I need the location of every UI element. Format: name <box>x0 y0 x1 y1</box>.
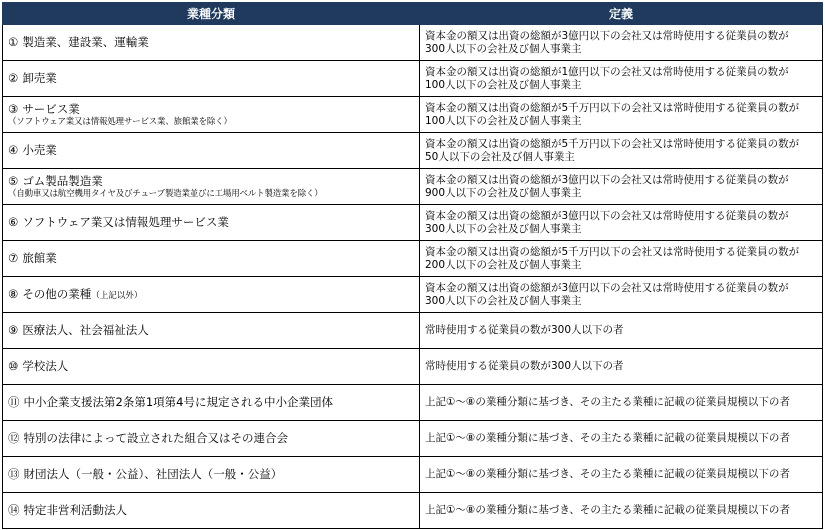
category-cell <box>3 97 420 133</box>
definition-line: 100人以下の会社及び個人事業主 <box>425 78 582 91</box>
category-cell <box>3 313 420 349</box>
category-cell <box>3 493 420 529</box>
row-number: ⑥ <box>8 215 19 229</box>
category-line <box>8 143 57 157</box>
category-line <box>8 174 103 188</box>
category-label: その他の業種 <box>22 286 92 301</box>
category-label: 学校法人 <box>22 359 69 373</box>
category-label: 小売業 <box>22 143 57 157</box>
definition-cell <box>420 205 823 241</box>
row-number: ⑪ <box>8 395 20 409</box>
category-label: ソフトウェア業又は情報処理サービス業 <box>22 215 229 229</box>
category-line <box>8 102 80 116</box>
definition-line: 常時使用する従業員の数が300人以下の者 <box>425 324 624 336</box>
definition-line: 上記①～⑧の業種分類に基づき、その主たる業種に記載の従業員規模以下の者 <box>425 432 790 444</box>
table-row <box>3 133 823 169</box>
row-number: ⑨ <box>8 323 19 337</box>
category-label: 卸売業 <box>22 71 57 85</box>
category-line <box>8 431 288 445</box>
header-category: 業種分類 <box>3 3 420 25</box>
category-label: 財団法人（一般・公益）、社団法人（一般・公益） <box>23 467 283 481</box>
row-number: ④ <box>8 143 19 157</box>
sme-definition-table-wrap <box>2 2 822 529</box>
category-cell <box>3 421 420 457</box>
table-row <box>3 97 823 133</box>
table-row <box>3 61 823 97</box>
category-line <box>8 467 282 481</box>
definition-line: 資本金の額又は出資の総額が3億円以下の会社又は常時使用する従業員の数が <box>425 209 789 222</box>
definition-cell <box>420 313 823 349</box>
category-cell <box>3 133 420 169</box>
table-header-row <box>3 3 823 25</box>
table-row <box>3 349 823 385</box>
definition-cell <box>420 493 823 529</box>
header-definition: 定義 <box>420 3 823 25</box>
definition-line: 300人以下の会社及び個人事業主 <box>425 294 582 307</box>
row-number: ① <box>8 35 19 49</box>
category-label: 製造業、建設業、運輸業 <box>22 35 149 49</box>
definition-line: 資本金の額又は出資の総額が5千万円以下の会社又は常時使用する従業員の数が <box>425 101 800 114</box>
definition-line: 資本金の額又は出資の総額が3億円以下の会社又は常時使用する従業員の数が <box>425 281 789 294</box>
category-cell <box>3 241 420 277</box>
category-note-inline: （上記以外） <box>91 290 143 301</box>
row-number: ⑭ <box>8 503 20 517</box>
table-row <box>3 25 823 61</box>
row-number: ⑬ <box>8 467 20 481</box>
definition-line: 資本金の額又は出資の総額が5千万円以下の会社又は常時使用する従業員の数が <box>425 245 800 258</box>
table-row <box>3 421 823 457</box>
table-row <box>3 169 823 205</box>
table-body <box>3 25 823 529</box>
row-number: ⑩ <box>8 359 19 373</box>
definition-cell <box>420 133 823 169</box>
category-note: （自動車又は航空機用タイヤ及びチューブ製造業並びに工場用ベルト製造業を除く） <box>8 188 323 199</box>
definition-line: 900人以下の会社及び個人事業主 <box>425 186 582 199</box>
category-line <box>8 251 57 265</box>
definition-line: 常時使用する従業員の数が300人以下の者 <box>425 360 624 372</box>
definition-cell <box>420 457 823 493</box>
category-line <box>8 35 149 49</box>
definition-line: 資本金の額又は出資の総額が5千万円以下の会社又は常時使用する従業員の数が <box>425 137 800 150</box>
definition-line: 資本金の額又は出資の総額が1億円以下の会社又は常時使用する従業員の数が <box>425 65 789 78</box>
category-label: 特定非営利活動法人 <box>23 503 127 517</box>
table-row <box>3 241 823 277</box>
row-number: ⑦ <box>8 251 19 265</box>
category-line <box>8 395 333 409</box>
category-line <box>8 503 127 517</box>
category-line <box>8 287 142 301</box>
definition-cell <box>420 61 823 97</box>
definition-cell <box>420 277 823 313</box>
definition-cell <box>420 349 823 385</box>
table-row <box>3 277 823 313</box>
category-label: サービス業 <box>22 101 80 116</box>
category-line <box>8 215 229 229</box>
table-row <box>3 457 823 493</box>
category-cell <box>3 277 420 313</box>
definition-line: 上記①～⑧の業種分類に基づき、その主たる業種に記載の従業員規模以下の者 <box>425 468 790 480</box>
category-line <box>8 359 68 373</box>
table-row <box>3 205 823 241</box>
definition-line: 上記①～⑧の業種分類に基づき、その主たる業種に記載の従業員規模以下の者 <box>425 504 790 516</box>
category-cell <box>3 385 420 421</box>
definition-cell <box>420 97 823 133</box>
definition-line: 100人以下の会社及び個人事業主 <box>425 114 582 127</box>
category-note: （ソフトウェア業又は情報処理サービス業、旅館業を除く） <box>8 116 232 127</box>
definition-cell <box>420 421 823 457</box>
category-label: ゴム製品製造業 <box>22 173 103 188</box>
category-cell <box>3 61 420 97</box>
category-label: 中小企業支援法第2条第1項第4号に規定される中小企業団体 <box>23 395 333 409</box>
definition-line: 資本金の額又は出資の総額が3億円以下の会社又は常時使用する従業員の数が <box>425 29 789 42</box>
definition-cell <box>420 241 823 277</box>
category-label: 特別の法律によって設立された組合又はその連合会 <box>23 431 288 445</box>
category-line <box>8 323 149 337</box>
category-label: 旅館業 <box>22 251 57 265</box>
category-cell <box>3 25 420 61</box>
definition-line: 200人以下の会社及び個人事業主 <box>425 258 582 271</box>
category-label: 医療法人、社会福祉法人 <box>22 323 149 337</box>
category-line <box>8 71 57 85</box>
row-number: ③ <box>8 101 19 116</box>
row-number: ⑤ <box>8 173 19 188</box>
definition-line: 300人以下の会社及び個人事業主 <box>425 222 582 235</box>
row-number: ② <box>8 71 19 85</box>
definition-line: 上記①～⑧の業種分類に基づき、その主たる業種に記載の従業員規模以下の者 <box>425 396 790 408</box>
definition-cell <box>420 25 823 61</box>
table-row <box>3 385 823 421</box>
row-number: ⑧ <box>8 286 19 301</box>
definition-line: 50人以下の会社及び個人事業主 <box>425 150 575 163</box>
definition-cell <box>420 385 823 421</box>
definition-line: 資本金の額又は出資の総額が3億円以下の会社又は常時使用する従業員の数が <box>425 173 789 186</box>
category-cell <box>3 169 420 205</box>
definition-line: 300人以下の会社及び個人事業主 <box>425 42 582 55</box>
category-cell <box>3 205 420 241</box>
sme-definition-table <box>2 2 823 529</box>
category-cell <box>3 457 420 493</box>
definition-cell <box>420 169 823 205</box>
category-cell <box>3 349 420 385</box>
table-row <box>3 313 823 349</box>
row-number: ⑫ <box>8 431 20 445</box>
table-row <box>3 493 823 529</box>
